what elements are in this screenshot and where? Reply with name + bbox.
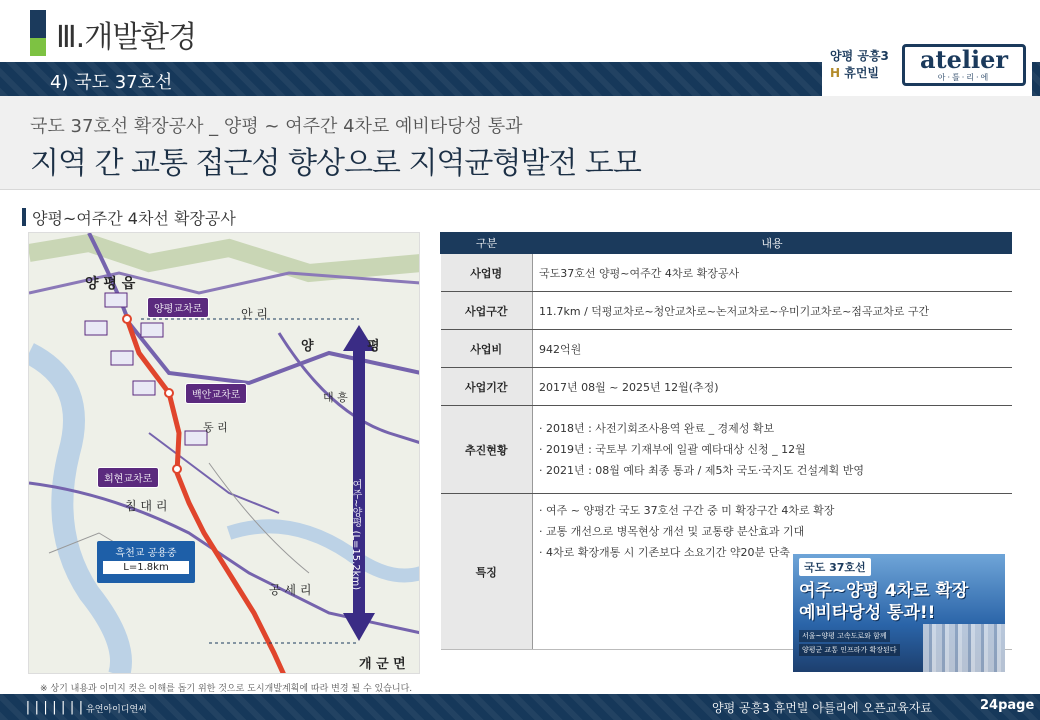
row-value: 11.7km / 덕평교차로~청안교차로~논저교차로~우미기교차로~점곡교차로 구간 xyxy=(533,292,1012,330)
logo-atelier xyxy=(902,44,1026,86)
progress-item: · 2021년 : 08월 예타 최종 통과 / 제5차 국도·국지도 건설계획 반영 xyxy=(539,464,865,477)
row-key: 사업명 xyxy=(441,254,533,292)
table-header-key: 구분 xyxy=(441,233,533,254)
logo-brand-mark: H xyxy=(830,66,841,80)
news-caption-2: 양평군 교통 인프라가 확장된다 xyxy=(799,644,900,656)
ic-tag-yangpyeong: 양평교차로 xyxy=(147,297,209,318)
feature-item: · 교통 개선으로 병목현상 개선 및 교통량 분산효과 기대 xyxy=(539,525,805,538)
feature-item: · 여주 ~ 양평간 국도 37호선 구간 중 미 확장구간 4차로 확장 xyxy=(539,504,835,517)
table-row xyxy=(441,292,1012,330)
news-city-image xyxy=(923,624,1005,672)
footer-company: 유연아이디연씨 xyxy=(86,705,147,715)
footer-bar xyxy=(0,694,1040,720)
footer-doc-title: 양평 공흥3 휴먼빌 아틀리에 오픈교육자료 xyxy=(712,701,932,715)
row-key: 특징 xyxy=(441,494,533,650)
table-header-row xyxy=(441,233,1012,254)
block-title-mark xyxy=(22,208,26,226)
news-headline-1: 여주~양평 4차로 확장 xyxy=(799,581,969,601)
bridge-length-value: L=1.8km xyxy=(103,561,189,574)
title-bar-mark xyxy=(30,10,46,56)
row-value: 2017년 08월 ~ 2025년 12월(추정) xyxy=(533,368,1012,406)
row-key: 추진현황 xyxy=(441,406,533,494)
table-row-progress xyxy=(441,406,1012,494)
news-caption-1: 서울~양평 고속도로와 함께 xyxy=(799,630,890,642)
hero-title: 지역 간 교통 접근성 향상으로 지역균형발전 도모 xyxy=(30,146,641,181)
logo-line2: 휴먼빌 xyxy=(844,66,880,80)
bridge-length-title: 흑천교 공용중 xyxy=(115,548,177,559)
footnote: ※ 상기 내용과 이미지 컷은 이해를 돕기 위한 것으로 도시개발계획에 따라 변경 될 수 있습니다. xyxy=(40,684,413,694)
table-row xyxy=(441,330,1012,368)
map-label-gongseri: 공 세 리 xyxy=(269,583,312,597)
route-map xyxy=(28,232,420,674)
hero-subtitle: 국도 37호선 확장공사 _ 양평 ~ 여주간 4차로 예비타당성 통과 xyxy=(30,116,523,137)
map-graphic xyxy=(29,233,420,674)
hero-banner xyxy=(0,96,1040,190)
section-title: Ⅲ.개발환경 xyxy=(56,20,197,55)
news-headline-2: 예비타당성 통과!! xyxy=(799,603,936,623)
table-row xyxy=(441,254,1012,292)
logo-word: atelier xyxy=(919,45,1009,74)
bridge-length-box xyxy=(97,541,195,583)
row-value: 942억원 xyxy=(533,330,1012,368)
map-label-daeheung: 대 흥 xyxy=(323,391,348,404)
row-value xyxy=(533,406,1012,494)
ic-tag-baekan: 백안교차로 xyxy=(185,383,247,404)
row-value: 국도37호선 양평~여주간 4차로 확장공사 xyxy=(533,254,1012,292)
news-badge: 국도 37호선 xyxy=(799,558,871,576)
table-header-value: 내용 xyxy=(533,233,1012,254)
distance-label: 여주~양평 (L=15.2km) xyxy=(350,479,361,591)
progress-item: · 2018년 : 사전기회조사용역 완료 _ 경제성 확보 xyxy=(539,422,775,435)
feature-item: · 4차로 확장개통 시 기존보다 소요기간 약20분 단축 xyxy=(539,546,790,559)
ic-tag-hoehyeon: 회현교차로 xyxy=(97,467,159,488)
row-key: 사업비 xyxy=(441,330,533,368)
map-label-anri: 안 리 xyxy=(241,307,268,321)
news-thumbnail xyxy=(793,554,1005,672)
title-bar-accent xyxy=(30,38,46,56)
map-label-gaegun: 개 군 면 xyxy=(359,657,406,672)
logo-project-name xyxy=(830,48,889,82)
table-row xyxy=(441,368,1012,406)
map-label-town: 양 평 읍 xyxy=(85,276,136,292)
map-label-pyeong: 평 xyxy=(367,339,380,354)
sub-section-title: 4) 국도 37호선 xyxy=(50,72,173,93)
company-logo-icon: ||||||| xyxy=(24,700,86,715)
logo-line1: 양평 공흥3 xyxy=(830,49,889,63)
map-label-yang: 양 xyxy=(301,339,314,354)
block-title: 양평~여주간 4차선 확장공사 xyxy=(32,209,236,228)
map-label-dongri: 동 리 xyxy=(203,421,228,434)
row-key: 사업구간 xyxy=(441,292,533,330)
logo-sub: 아·틀·리·에 xyxy=(937,73,991,82)
brand-logo xyxy=(822,40,1032,96)
page-number: 24page xyxy=(980,698,1035,713)
row-key: 사업기간 xyxy=(441,368,533,406)
map-label-chimdaeri: 침 대 리 xyxy=(125,499,168,513)
progress-item: · 2019년 : 국토부 기재부에 일괄 예타대상 신청 _ 12월 xyxy=(539,443,806,456)
